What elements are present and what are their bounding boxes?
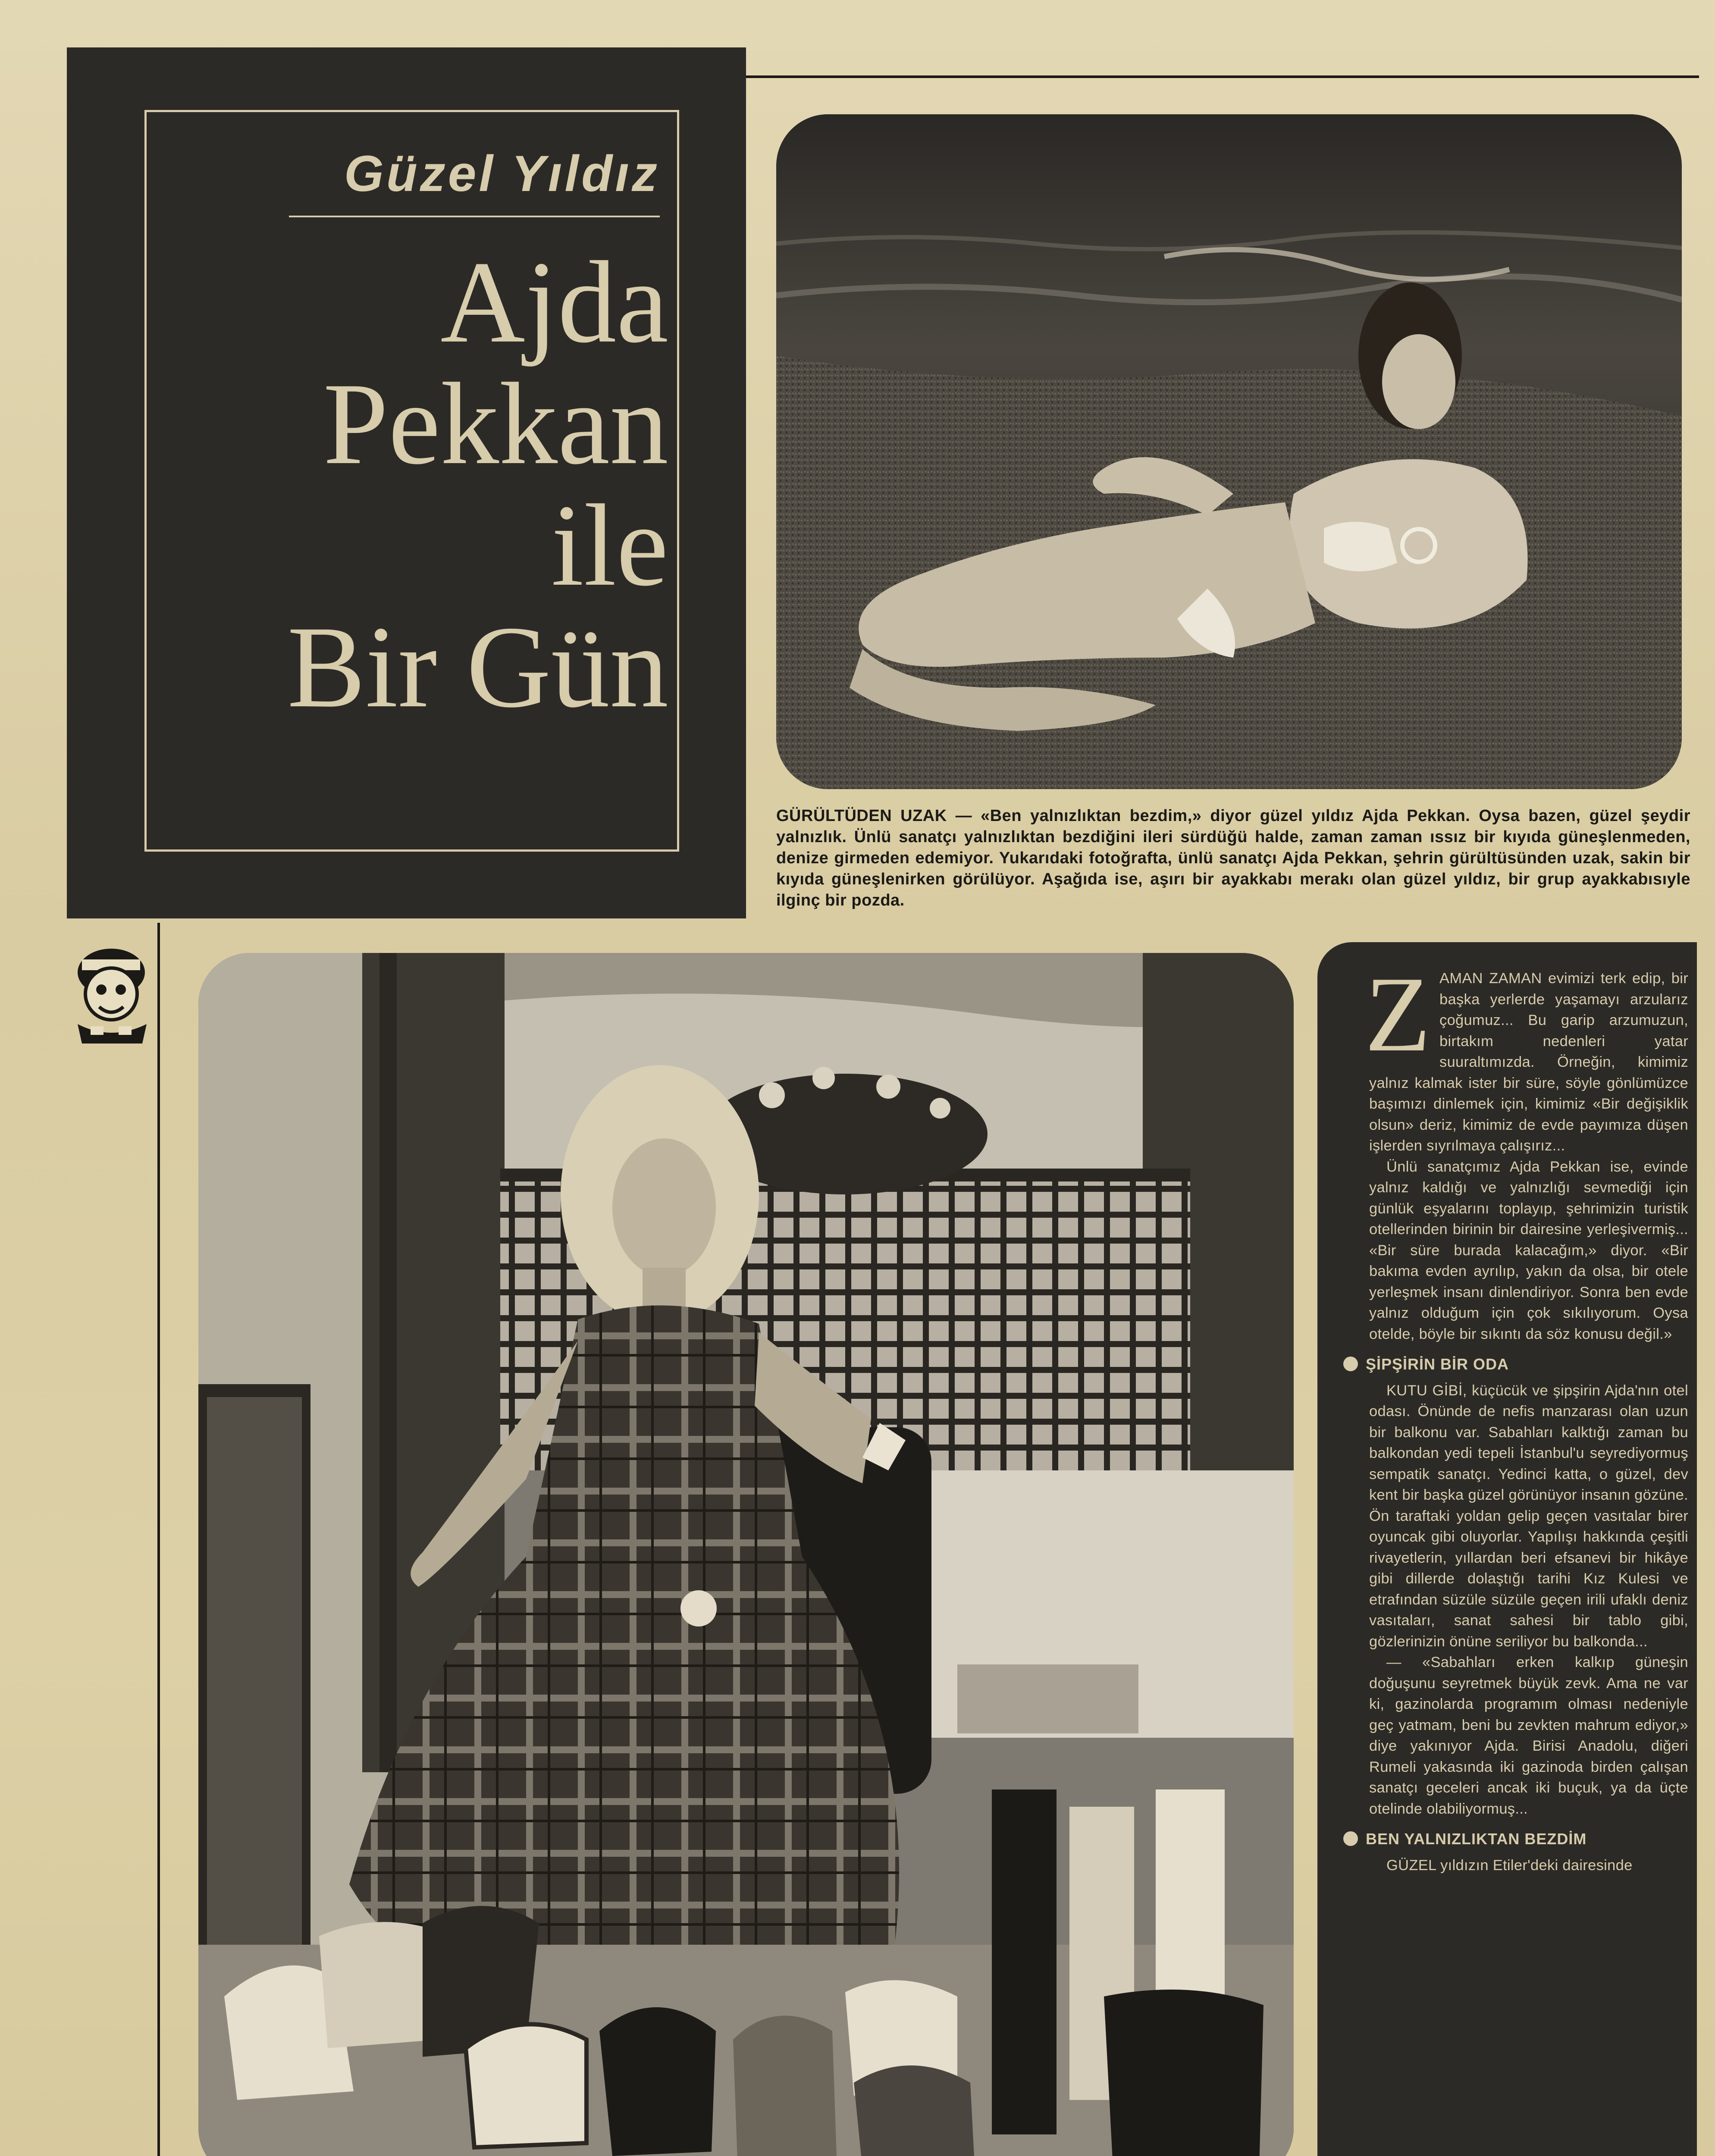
title-frame: [144, 110, 679, 852]
hotel-room-photo: [198, 953, 1294, 2156]
top-rule: [746, 75, 1699, 78]
headline: [155, 237, 668, 732]
article-paragraph-5: GÜZEL yıldızın Etiler'deki dairesinde: [1386, 1857, 1633, 1874]
article-text: [1365, 955, 1688, 1876]
headline-line-4: Bir Gün: [287, 602, 668, 732]
article-paragraph-4: — «Sabahları erken kalkıp güneşin doğuşunu seyretmek büyük zevk. Ama ne var ki, gazinolarda programım olması nedeniyle geç yatmam, beni bu zevkten mahrum ediyor,» diye yakınıyor Ajda. Birisi Anadolu, diğeri Rumeli yakasında iki gazinoda birden çalışan sanatçı geceleri ancak iki buçuk, ya da üçte otelinde olabiliyormuş...: [1369, 1654, 1688, 1817]
subhead-2-text: BEN YALNIZLIKTAN BEZDİM: [1366, 1830, 1587, 1848]
hotel-room-photo-illustration: [198, 953, 1294, 2156]
caption-lead: GÜRÜLTÜDEN UZAK —: [776, 807, 972, 825]
headline-line-1: Ajda: [440, 237, 668, 367]
article-paragraph-2: Ünlü sanatçımız Ajda Pekkan ise, evinde yalnız kaldığı ve yalnızlığı sevmediği için günlük eşyalarını toplayıp, şehrimizin turistik otellerinden birinin bir dairesine yerleşivermiş... «Bir süre burada kalacağım,» diyor. «Bir bakıma evden ayrılıp, yakın da olsa, bir otele yerleşmek insanı dinlendiriyor. Sonra ben evde yalnız olduğum için çok sıkılıyorum. Oysa otelde, böyle bir sıkıntı da söz konusu değil.»: [1369, 1158, 1688, 1342]
beach-photo: [776, 114, 1682, 789]
headline-line-2: Pekkan: [323, 359, 668, 489]
kicker: Güzel Yıldız: [344, 145, 660, 202]
photo-caption: [776, 805, 1690, 911]
subhead-1: [1343, 1354, 1688, 1375]
beach-photo-illustration: [776, 114, 1682, 789]
caption-text: «Ben yalnızlıktan bezdim,» diyor güzel yıldız Ajda Pekkan. Oysa bazen, güzel şeydir yalnızlık. Ünlü sanatçı yalnızlıktan bezdiğini ileri sürdüğü halde, zaman zaman ıssız bir kıyıda güneşlenmeden, denize girmeden edemiyor. Yukarıdaki fotoğrafta, ünlü sanatçı Ajda Pekkan, şehrin gürültüsünden uzak, sakin bir kıyıda güneşlenirken görülüyor. Aşağıda ise, aşırı bir ayakkabı merakı olan güzel yıldız, bir grup ayakkabısıyle ilginç bir pozda.: [776, 807, 1690, 909]
subhead-bullet-icon: [1343, 1357, 1358, 1371]
kicker-rule: [289, 216, 660, 217]
headline-line-3: ile: [551, 480, 668, 610]
article-column: [1317, 942, 1697, 2156]
title-block: [67, 47, 746, 918]
subhead-1-text: ŞİPŞİRİN BİR ODA: [1366, 1355, 1509, 1373]
article-paragraph-1: AMAN ZAMAN evimizi terk edip, bir başka yerlerde yaşamayı arzularız çoğumuz... Bu garip arzumuzun, birtakım nedenleri yatar suuraltımızda. Örneğin, kimimiz yalnız kalmak ister bir süre, söyle gönlümüzce başımızı dinlemek için, kimimiz «Bir değişiklik olsun» deriz, kimimiz de evde payımıza düşen işlerden sıyrılmaya çalışırız...: [1369, 970, 1688, 1154]
left-vertical-rule: [157, 923, 160, 2156]
article-paragraph-3: KUTU GİBİ, küçücük ve şipşirin Ajda'nın otel odası. Önünde de nefis manzarası olan uzun bir balkonu var. Sabahları kalktığı zaman bu balkondan yedi tepeli İstanbul'u seyrediyormuş sempatik sanatçı. Yedinci katta, o güzel, dev kent bir başka güzel görünüyor insanın gözüne. Ön taraftaki yoldan gelip geçen vasıtalar birer oyuncak gibi oluyorlar. Yapılışı hakkında çeşitli rivayetlerin, yıllardan beri efsanevi bir hikâye gibi dillerde dolaştığı tarihi Kız Kulesi ve etrafından süzüle süzüle geçen irili ufaklı deniz vasıtaları, sanat sahesi bir tablo gibi, gözlerinizin önüne seriliyor bu balkonda...: [1369, 1382, 1688, 1650]
dropcap: Z: [1365, 955, 1431, 1074]
subhead-bullet-icon: [1343, 1831, 1358, 1846]
mascot-illustration: [65, 942, 157, 1044]
subhead-2: [1343, 1829, 1688, 1850]
magazine-mascot-logo: [65, 942, 157, 1044]
